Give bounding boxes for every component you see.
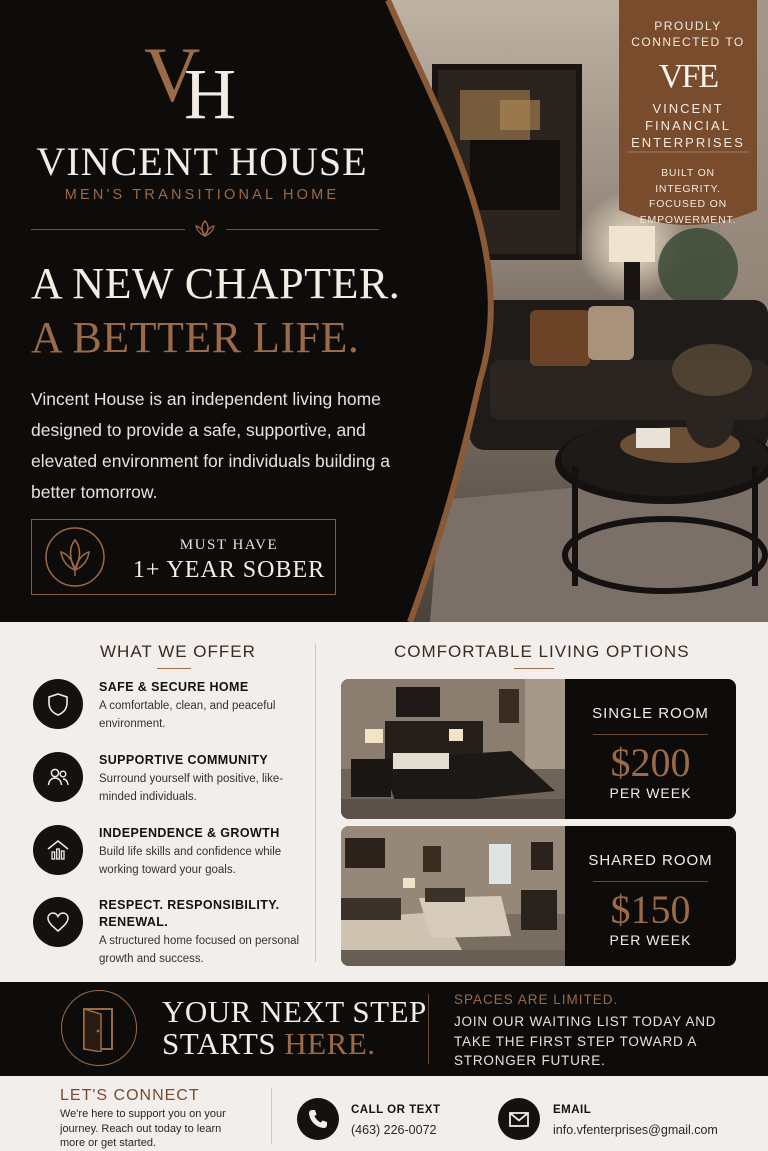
offer-item-desc: A structured home focused on personal growth and success.	[99, 935, 300, 965]
headline-primary: A NEW CHAPTER.	[31, 259, 401, 308]
offer-item-title: INDEPENDENCE & GROWTH	[99, 826, 280, 840]
offer-icon-circle	[33, 752, 83, 802]
door-icon-ring	[61, 990, 137, 1066]
cta-divider	[428, 994, 429, 1064]
call-to-action-band	[0, 982, 768, 1076]
cta-headline-line-2	[162, 1026, 376, 1062]
room-type: SINGLE ROOM	[592, 705, 709, 722]
offer-icon-circle	[33, 825, 83, 875]
divider-right	[226, 229, 379, 230]
offer-item-title: SUPPORTIVE COMMUNITY	[99, 753, 269, 767]
living-title-rule	[514, 668, 554, 669]
headline-secondary: A BETTER LIFE.	[31, 313, 360, 362]
vh-logo	[140, 31, 250, 136]
offer-item-desc: Build life skills and confidence while working toward your goals.	[99, 846, 282, 876]
email-icon-circle[interactable]	[498, 1098, 540, 1140]
offer-icon-circle	[33, 897, 83, 947]
section-divider	[315, 644, 316, 962]
phone-icon-circle[interactable]	[297, 1098, 339, 1140]
room-type: SHARED ROOM	[588, 852, 713, 869]
requirement-value: 1+ YEAR SOBER	[132, 557, 326, 583]
cta-headline-line-1: YOUR NEXT STEP	[162, 994, 427, 1029]
cta-line-2-accent: HERE.	[284, 1026, 376, 1061]
offer-item-title: RESPECT. RESPONSIBILITY. RENEWAL.	[99, 898, 280, 929]
growth-icon	[46, 838, 70, 862]
cta-line-2-text: STARTS	[162, 1026, 285, 1061]
contact-footer	[0, 1076, 768, 1151]
email-label: EMAIL	[553, 1104, 592, 1116]
room-rule	[593, 881, 708, 882]
offer-item	[33, 679, 303, 743]
vfe-logo: VFE	[658, 58, 718, 95]
footer-divider	[271, 1088, 272, 1144]
offer-item-desc: Surround yourself with positive, like-minded individuals.	[99, 773, 284, 803]
single-room-card	[341, 679, 736, 819]
connect-title: LET'S CONNECT	[60, 1087, 200, 1104]
shared-room-photo	[341, 826, 565, 966]
logo-letter-h: H	[184, 54, 236, 134]
room-price: $200	[610, 740, 691, 785]
offer-icon-circle	[33, 679, 83, 729]
shield-icon	[46, 692, 70, 716]
room-price-period: PER WEEK	[609, 932, 692, 948]
living-options-title: COMFORTABLE LIVING OPTIONS	[394, 642, 690, 661]
room-price-period: PER WEEK	[609, 785, 692, 801]
partner-tagline: BUILT ON INTEGRITY. FOCUSED ON EMPOWERMENT.	[639, 167, 737, 226]
what-we-offer-title: WHAT WE OFFER	[100, 642, 256, 661]
leaf-ornament-icon	[194, 219, 216, 239]
phone-number[interactable]: (463) 226-0072	[351, 1123, 437, 1137]
email-address[interactable]: info.vfenterprises@gmail.com	[553, 1123, 718, 1137]
room-price: $150	[610, 887, 691, 932]
connect-body: We're here to support you on your journey. Reach out today to learn more or get started.	[60, 1108, 226, 1149]
heart-icon	[46, 910, 70, 934]
brand-name: VINCENT HOUSE	[36, 139, 368, 184]
offer-item-title: SAFE & SECURE HOME	[99, 680, 249, 694]
partner-proudly-text: PROUDLY CONNECTED TO	[631, 19, 745, 49]
community-icon	[46, 765, 70, 789]
email-icon	[508, 1108, 530, 1130]
door-icon	[81, 1006, 119, 1052]
room-rule	[593, 734, 708, 735]
single-room-photo	[341, 679, 565, 819]
offer-title-rule	[157, 668, 191, 669]
intro-text: Vincent House is an independent living home designed to provide a safe, supportive, and elevated environment for individuals building a better tomorrow.	[31, 389, 390, 502]
requirement-label: MUST HAVE	[179, 537, 279, 553]
sobriety-requirement-box	[31, 519, 336, 595]
offer-item-desc: A comfortable, clean, and peaceful environment.	[99, 700, 276, 730]
spaces-limited-text: SPACES ARE LIMITED.	[454, 992, 619, 1007]
call-label: CALL OR TEXT	[351, 1104, 441, 1116]
cta-body-text: JOIN OUR WAITING LIST TODAY AND TAKE THE FIRST STEP TOWARD A STRONGER FUTURE.	[454, 1014, 717, 1068]
lotus-leaf-icon	[44, 526, 106, 588]
shared-room-card	[341, 826, 736, 966]
partner-name: VINCENT FINANCIAL ENTERPRISES	[631, 101, 745, 150]
offer-item	[33, 825, 303, 889]
offer-and-living-section	[0, 622, 768, 982]
offer-item	[33, 897, 303, 967]
divider-left	[31, 229, 185, 230]
logo-letter-v: V	[144, 31, 201, 118]
offer-item	[33, 752, 303, 816]
partner-badge	[619, 0, 757, 233]
phone-icon	[307, 1108, 329, 1130]
brand-subtitle: MEN'S TRANSITIONAL HOME	[64, 187, 340, 203]
